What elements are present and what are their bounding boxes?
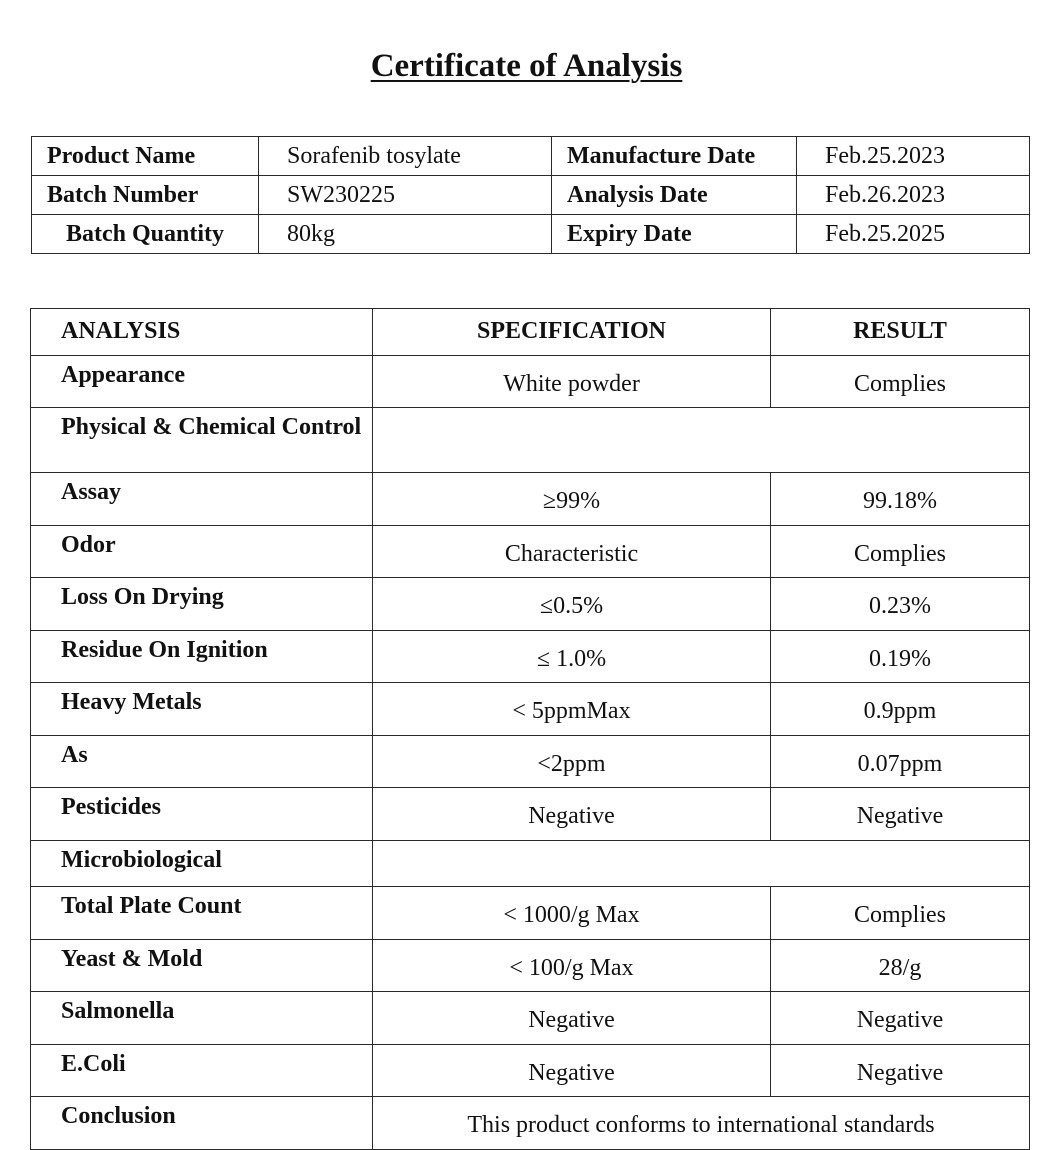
info-row-quantity — [32, 215, 1030, 254]
analysis-name: Assay — [31, 473, 373, 526]
expiry-date-value: Feb.25.2025 — [797, 215, 1030, 254]
section-row-physical — [31, 408, 1030, 473]
table-row — [31, 355, 1030, 408]
page-title: Certificate of Analysis — [370, 48, 683, 84]
analysis-result: Complies — [771, 355, 1030, 408]
analysis-result: Negative — [771, 1044, 1030, 1097]
table-row — [31, 939, 1030, 992]
analysis-spec: < 5ppmMax — [373, 683, 771, 736]
analysis-spec: < 100/g Max — [373, 939, 771, 992]
table-row — [31, 992, 1030, 1045]
analysis-name: Pesticides — [31, 788, 373, 841]
analysis-name: Odor — [31, 525, 373, 578]
analysis-spec: ≤0.5% — [373, 578, 771, 631]
analysis-spec: <2ppm — [373, 735, 771, 788]
manufacture-date-value: Feb.25.2023 — [797, 137, 1030, 176]
analysis-result: Negative — [771, 788, 1030, 841]
product-name-value: Sorafenib tosylate — [259, 137, 552, 176]
analysis-spec: Negative — [373, 1044, 771, 1097]
table-row — [31, 683, 1030, 736]
batch-number-value: SW230225 — [259, 176, 552, 215]
section-empty-cell — [373, 840, 1030, 887]
table-row — [31, 788, 1030, 841]
analysis-name: Salmonella — [31, 992, 373, 1045]
analysis-name: As — [31, 735, 373, 788]
table-row — [31, 735, 1030, 788]
section-label-micro: Microbiological — [31, 840, 373, 887]
section-label-physical: Physical & Chemical Control — [31, 408, 373, 473]
info-row-product — [32, 137, 1030, 176]
conclusion-label: Conclusion — [31, 1097, 373, 1150]
analysis-result: 0.23% — [771, 578, 1030, 631]
batch-quantity-value: 80kg — [259, 215, 552, 254]
analysis-spec: Characteristic — [373, 525, 771, 578]
analysis-name: Residue On Ignition — [31, 630, 373, 683]
analysis-result: 0.19% — [771, 630, 1030, 683]
analysis-result: 0.9ppm — [771, 683, 1030, 736]
table-row — [31, 887, 1030, 940]
table-row — [31, 630, 1030, 683]
conclusion-row — [31, 1097, 1030, 1150]
table-row — [31, 473, 1030, 526]
product-info-table — [31, 136, 1030, 254]
table-row — [31, 1044, 1030, 1097]
analysis-name: E.Coli — [31, 1044, 373, 1097]
analysis-table — [30, 308, 1030, 1150]
analysis-result: 99.18% — [771, 473, 1030, 526]
header-result: RESULT — [771, 309, 1030, 356]
header-analysis: ANALYSIS — [31, 309, 373, 356]
analysis-name: Total Plate Count — [31, 887, 373, 940]
analysis-spec: White powder — [373, 355, 771, 408]
table-row — [31, 578, 1030, 631]
analysis-name: Loss On Drying — [31, 578, 373, 631]
expiry-date-label: Expiry Date — [552, 215, 797, 254]
analysis-result: Complies — [771, 525, 1030, 578]
analysis-name: Appearance — [31, 355, 373, 408]
analysis-spec: ≤ 1.0% — [373, 630, 771, 683]
analysis-spec: Negative — [373, 992, 771, 1045]
manufacture-date-label: Manufacture Date — [552, 137, 797, 176]
section-row-micro — [31, 840, 1030, 887]
analysis-spec: Negative — [373, 788, 771, 841]
analysis-name: Yeast & Mold — [31, 939, 373, 992]
analysis-spec: < 1000/g Max — [373, 887, 771, 940]
table-row — [31, 525, 1030, 578]
analysis-header-row — [31, 309, 1030, 356]
conclusion-text: This product conforms to international standards — [373, 1097, 1030, 1150]
analysis-date-value: Feb.26.2023 — [797, 176, 1030, 215]
analysis-spec: ≥99% — [373, 473, 771, 526]
product-name-label: Product Name — [32, 137, 259, 176]
info-row-batch — [32, 176, 1030, 215]
header-specification: SPECIFICATION — [373, 309, 771, 356]
analysis-date-label: Analysis Date — [552, 176, 797, 215]
analysis-name: Heavy Metals — [31, 683, 373, 736]
analysis-result: 28/g — [771, 939, 1030, 992]
analysis-result: 0.07ppm — [771, 735, 1030, 788]
section-empty-cell — [373, 408, 1030, 473]
batch-number-label: Batch Number — [32, 176, 259, 215]
analysis-result: Complies — [771, 887, 1030, 940]
analysis-result: Negative — [771, 992, 1030, 1045]
batch-quantity-label: Batch Quantity — [32, 215, 259, 254]
